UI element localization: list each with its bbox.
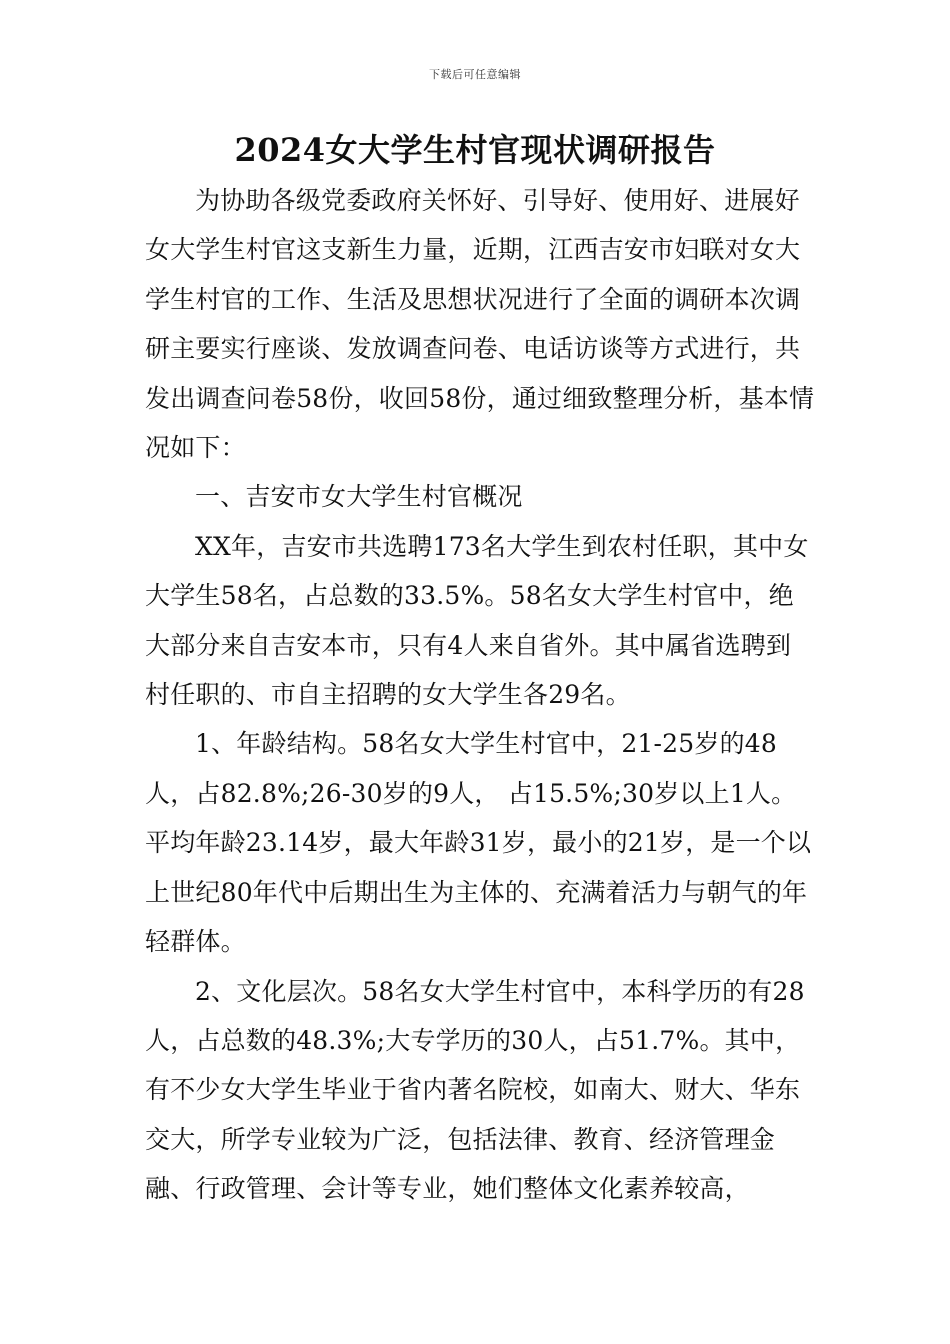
paragraph-intro: 为协助各级党委政府关怀好、引导好、使用好、进展好女大学生村官这支新生力量，近期，江西吉安市妇联对女大学生村官的工作、生活及思想状况进行了全面的调研本次调研主要实行座谈、发放调查问卷、电话访谈等方式进行，共发出调查问卷58份，收回58份，通过细致整理分析，基本情况如下： [145,186,815,463]
paragraph-education-level: 2、文化层次。58名女大学生村官中，本科学历的有28人，占总数的48.3%;大专学历的30人，占51.7%。其中，有不少女大学生毕业于省内著名院校，如南大、财大、华东交大，所学专业较为广泛，包括法律、教育、经济管理金融、行政管理、会计等专业，她们整体文化素养较高， [145,976,805,1204]
header-note: 下载后可任意编辑 [429,68,521,81]
document-title: 2024女大学生村官现状调研报告 [234,131,716,169]
paragraph-overview: XX年，吉安市共选聘173名大学生到农村任职，其中女大学生58名，占总数的33.5%。58名女大学生村官中，绝大部分来自吉安本市，只有4人来自省外。其中属省选聘到村任职的、市自主招聘的女大学生各29名。 [145,531,809,710]
paragraph-age-structure: 1、年龄结构。58名女大学生村官中，21-25岁的48人，占82.8%;26-30岁的9人， 占15.5%;30岁以上1人。平均年龄23.14岁，最大年龄31岁，最小的21岁，是一个以上世纪80年代中后期出生为主体的、充满着活力与朝气的年轻群体。 [145,729,812,957]
document-body [145,176,815,1214]
section-heading-overview: 一、吉安市女大学生村官概况 [195,482,523,512]
